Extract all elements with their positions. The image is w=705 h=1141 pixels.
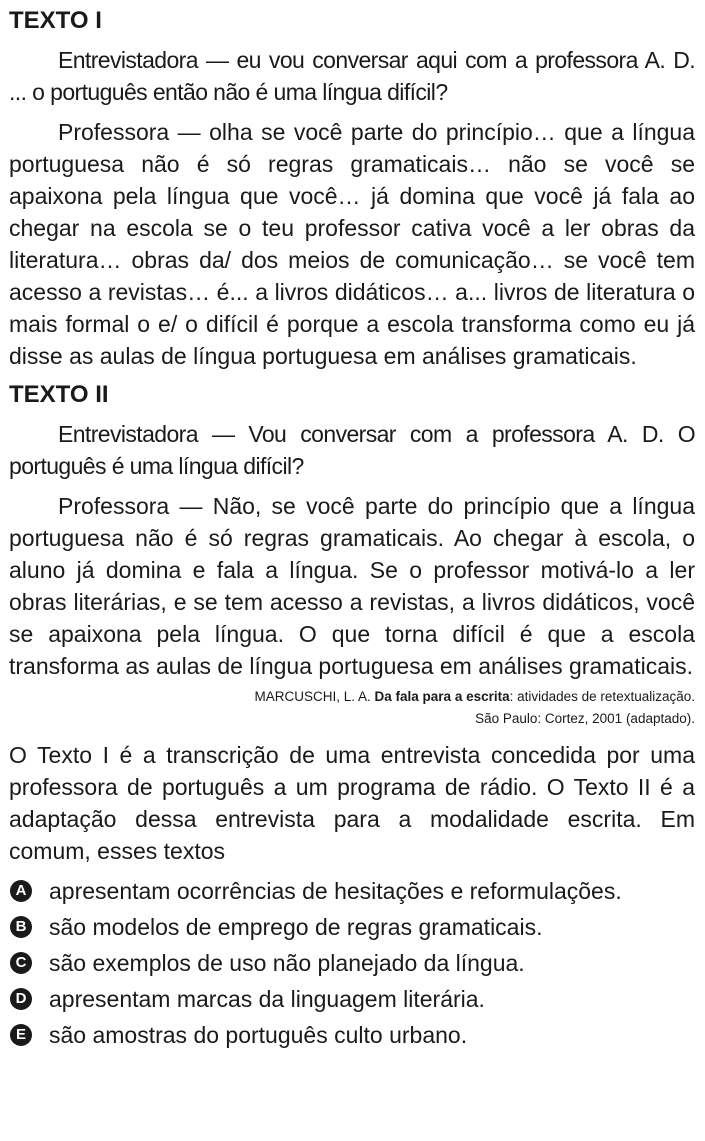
answer-options [9, 873, 695, 1053]
question-stem: O Texto I é a transcrição de uma entrevista concedida por uma professora de português a um programa de rádio. O Texto II é a adaptação dessa entrevista para a modalidade escrita. Em comum, esses textos [9, 742, 695, 864]
texto-2-interviewer-paragraph: Entrevistadora — Vou conversar com a professora A. D. O português é uma língua difícil? [9, 421, 695, 479]
texto-1-interviewer-paragraph: Entrevistadora — eu vou conversar aqui com a professora A. D. ... o português então não é uma língua difícil? [9, 47, 695, 105]
option-c-letter-badge: C [10, 952, 32, 974]
option-c[interactable] [9, 945, 695, 981]
option-e[interactable] [9, 1017, 695, 1053]
option-e-letter-badge: E [10, 1024, 32, 1046]
source-citation [9, 686, 695, 730]
texto-2-professor-paragraph: Professora — Não, se você parte do princípio que a língua portuguesa não é só regras gramaticais. Ao chegar à escola, o aluno já domina e fala a língua. Se o professor motivá-lo a ler obras literárias, e se tem acesso a revistas, a livros didáticos, você se apaixona pela língua. O que torna difícil é que a escola transforma as aulas de língua portuguesa em análises gramaticais. [9, 493, 695, 679]
option-d-letter-badge: D [10, 988, 32, 1010]
option-a-text: apresentam ocorrências de hesitações e reformulações. [49, 878, 622, 904]
texto-1-heading: TEXTO I [9, 7, 102, 34]
option-c-text: são exemplos de uso não planejado da língua. [49, 950, 525, 976]
texto-1-professor-paragraph: Professora — olha se você parte do princípio… que a língua portuguesa não é só regras gramaticais… não se você se apaixona pela língua que você… já domina que você já fala ao chegar na escola se o teu professor cativa você a ler obras da literatura… obras da/ dos meios de comunicação… se você tem acesso a revistas… é... a livros didáticos… a... livros de literatura o mais formal o e/ o difícil é porque a escola transforma como eu já disse as aulas de língua portuguesa em análises gramaticais. [9, 119, 695, 369]
option-d-text: apresentam marcas da linguagem literária. [49, 986, 485, 1012]
option-b-text: são modelos de emprego de regras gramaticais. [49, 914, 543, 940]
source-title: Da fala para a escrita [374, 689, 510, 704]
option-a[interactable] [9, 873, 695, 909]
option-b[interactable] [9, 909, 695, 945]
texto-2-heading: TEXTO II [9, 381, 109, 408]
option-b-letter-badge: B [10, 916, 32, 938]
source-author: MARCUSCHI, L. A. [254, 689, 375, 704]
option-e-text: são amostras do português culto urbano. [49, 1022, 468, 1048]
option-d[interactable] [9, 981, 695, 1017]
source-subtitle: : atividades de retextualização. [509, 689, 695, 704]
option-a-letter-badge: A [10, 880, 32, 902]
source-publication: São Paulo: Cortez, 2001 (adaptado). [475, 711, 695, 726]
